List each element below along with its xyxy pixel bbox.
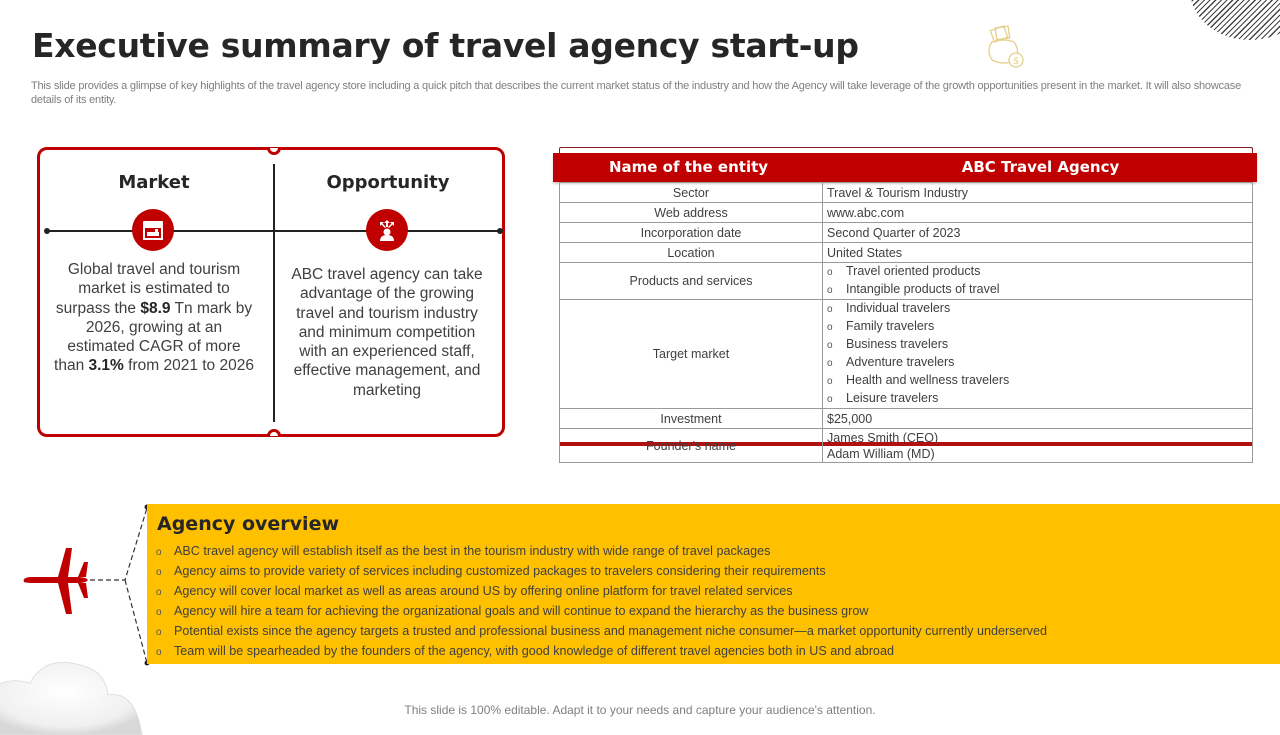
row-key: Incorporation date <box>560 223 823 243</box>
table-row <box>560 409 1253 429</box>
list-item: o Agency will hire a team for achieving the organizational goals and will continue to expand the hierarchy as the business grow <box>156 601 1047 621</box>
agency-overview-list <box>156 541 1047 661</box>
airplane-icon <box>24 548 88 614</box>
list-item: o Travel oriented products <box>827 263 1248 281</box>
card-notch-top <box>267 141 281 155</box>
table-row <box>560 263 1253 300</box>
row-value: Second Quarter of 2023 <box>823 223 1253 243</box>
row-value: $25,000 <box>823 409 1253 429</box>
row-key: Products and services <box>560 263 823 300</box>
page-title: Executive summary of travel agency start-up <box>32 26 859 65</box>
row-value <box>823 429 1253 463</box>
row-value: United States <box>823 243 1253 263</box>
list-item: o ABC travel agency will establish itself as the best in the tourism industry with wide range of travel packages <box>156 541 1047 561</box>
row-key: Founder's name <box>560 429 823 463</box>
row-key: Sector <box>560 183 823 203</box>
header-value: ABC Travel Agency <box>961 158 1120 176</box>
agency-overview-panel <box>147 504 1280 664</box>
row-key: Target market <box>560 300 823 409</box>
row-value <box>823 263 1253 300</box>
table-row <box>560 183 1253 203</box>
hatched-circle-decoration <box>1190 0 1280 40</box>
list-item: o Potential exists since the agency targets a trusted and professional business and management niche consumer—a market opportunity currently underserved <box>156 621 1047 641</box>
store-icon <box>142 220 164 240</box>
list-item: o Adventure travelers <box>827 354 1248 372</box>
founder-line: James Smith (CEO) <box>827 430 939 445</box>
list-item: o Leisure travelers <box>827 390 1248 408</box>
row-value <box>823 300 1253 409</box>
table-row <box>560 300 1253 409</box>
opportunity-title: Opportunity <box>326 172 450 193</box>
market-icon-badge <box>132 209 174 251</box>
founder-line: Adam William (MD) <box>827 446 935 461</box>
list-item: o Health and wellness travelers <box>827 372 1248 390</box>
table-row <box>560 223 1253 243</box>
list-item: o Individual travelers <box>827 300 1248 318</box>
list-item: o Agency aims to provide variety of services including customized packages to travelers considering their requirements <box>156 561 1047 581</box>
market-opportunity-card <box>37 147 505 437</box>
table-row <box>560 243 1253 263</box>
footer-note: This slide is 100% editable. Adapt it to your needs and capture your audience's attention. <box>404 703 876 717</box>
row-key: Investment <box>560 409 823 429</box>
card-notch-bottom <box>267 429 281 443</box>
agency-overview-title: Agency overview <box>157 513 340 535</box>
entity-table-header <box>553 153 1257 182</box>
row-key: Location <box>560 243 823 263</box>
list-item: o Family travelers <box>827 318 1248 336</box>
opportunity-description: ABC travel agency can take advantage of the growing travel and tourism industry and minimum competition with an experienced staff, effective management, and marketing <box>291 266 483 399</box>
list-item: o Intangible products of travel <box>827 281 1248 299</box>
list-item: o Business travelers <box>827 336 1248 354</box>
cloud-decoration <box>0 655 150 735</box>
divider-horizontal <box>46 230 500 232</box>
market-description: Global travel and tourism market is estimated to surpass the $8.9 Tn mark by 2026, growing at an estimated CAGR of more than 3.1% from 2021 to 2026 <box>54 261 254 375</box>
opportunity-icon-badge <box>366 209 408 251</box>
table-row <box>560 429 1253 463</box>
divider-vertical <box>273 164 275 422</box>
market-title: Market <box>118 172 190 193</box>
list-item: o Agency will cover local market as well as areas around US by offering online platform for travel related services <box>156 581 1047 601</box>
money-bag-icon <box>980 22 1028 70</box>
growth-person-icon <box>376 218 398 242</box>
table-row <box>560 203 1253 223</box>
svg-text:$: $ <box>1013 56 1020 67</box>
row-value: Travel & Tourism Industry <box>823 183 1253 203</box>
entity-table <box>559 182 1253 463</box>
row-key: Web address <box>560 203 823 223</box>
header-key: Name of the entity <box>608 158 769 176</box>
line-endpoint-left <box>44 228 50 234</box>
airplane-connector <box>0 500 160 670</box>
page-subtitle: This slide provides a glimpse of key highlights of the travel agency store including a quick pitch that describes the current market status of the industry and how the Agency will take leverage of the growth opportunities present in the market. It will also showcase details of its entity. <box>31 80 1242 106</box>
list-item: o Team will be spearheaded by the founders of the agency, with good knowledge of different travel agencies both in US and abroad <box>156 641 1047 661</box>
row-value: www.abc.com <box>823 203 1253 223</box>
line-endpoint-right <box>497 228 503 234</box>
